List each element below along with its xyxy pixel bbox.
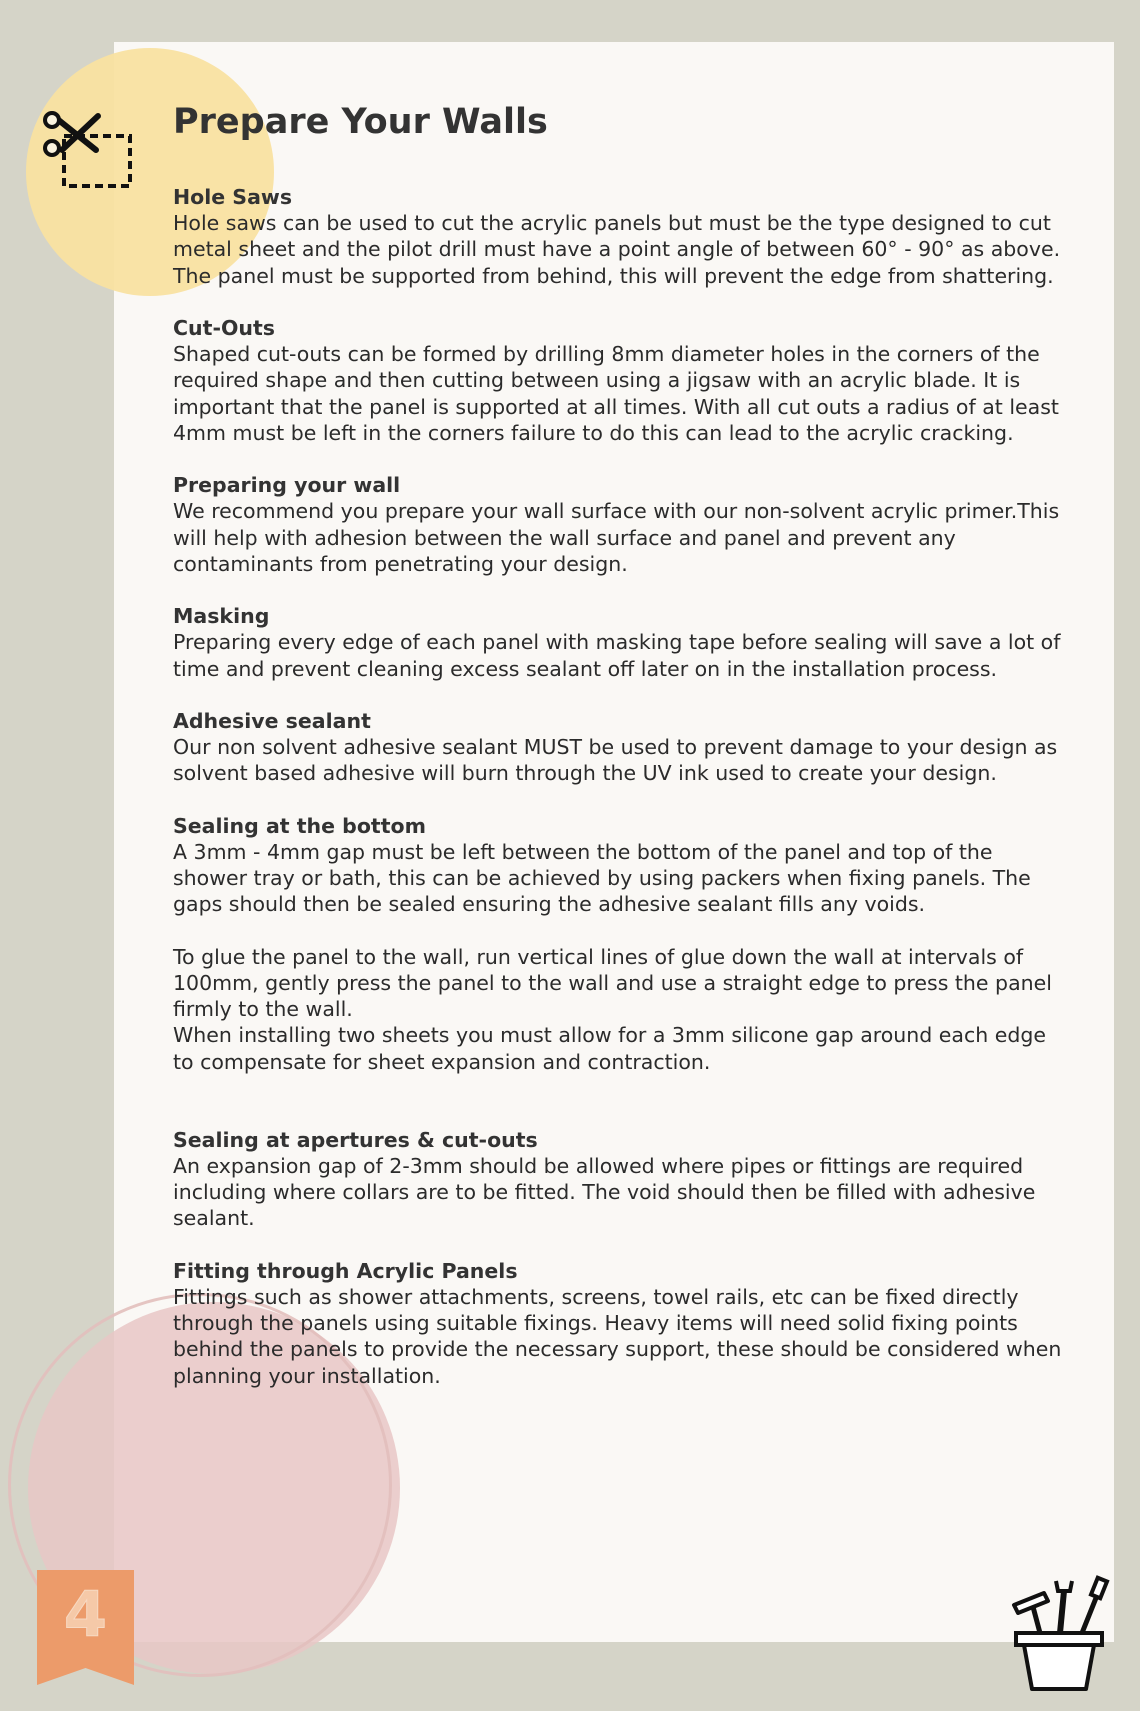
section-paragraph: Fittings such as shower attachments, screens, towel rails, etc can be fixed directly through the panels using suitable fixings. Heavy items will need solid fixing points behind the panels to provide the necessary support, these should be considered when planning your installation. <box>173 1285 1062 1388</box>
section-paragraph: Shaped cut-outs can be formed by drilling 8mm diameter holes in the corners of the required shape and then cutting between using a jigsaw with an acrylic blade. It is important that the panel is supported at all times. With all cut outs a radius of at least 4mm must be left in the corners failure to do this can lead to the acrylic cracking. <box>173 342 1059 445</box>
section-paragraph: The panel must be supported from behind, this will prevent the edge from shattering. <box>173 263 1054 288</box>
section <box>173 472 1073 577</box>
section-heading: Cut-Outs <box>173 316 275 340</box>
section-paragraph: Our non solvent adhesive sealant MUST be used to prevent damage to your design as solvent based adhesive will burn through the UV ink used to create your design. <box>173 735 1058 786</box>
section-paragraph: We recommend you prepare your wall surface with our non-solvent acrylic primer.This will help with adhesion between the wall surface and panel and prevent any contaminants from penetrating your design. <box>173 499 1060 576</box>
section <box>173 1258 1073 1389</box>
section-heading: Hole Saws <box>173 185 293 209</box>
section-paragraph: An expansion gap of 2-3mm should be allowed where pipes or fittings are required including where collars are to be fitted. The void should then be filled with adhesive sealant. <box>173 1154 1036 1231</box>
section <box>173 603 1073 682</box>
section-heading: Adhesive sealant <box>173 709 371 733</box>
scissors-cut-icon <box>40 110 140 190</box>
page-title: Prepare Your Walls <box>173 102 548 142</box>
section-heading: Fitting through Acrylic Panels <box>173 1258 518 1283</box>
section-heading: Sealing at the bottom <box>173 813 426 838</box>
section-heading: Masking <box>173 604 270 629</box>
section <box>173 184 1073 289</box>
page-number: 4 <box>63 1578 108 1651</box>
section <box>173 944 1073 1075</box>
sections-list <box>173 184 1073 1389</box>
section <box>173 813 1073 918</box>
content-area <box>173 100 1073 1389</box>
section-paragraph: A 3mm - 4mm gap must be left between the bottom of the panel and top of the shower tray or bath, this can be achieved by using packers when fixing panels. The gaps should then be sealed ensuring the adhesive sealant fills any voids. <box>173 840 1031 917</box>
section-paragraph: To glue the panel to the wall, run vertical lines of glue down the wall at intervals of 100mm, gently press the panel to the wall and use a straight edge to press the panel firmly to the wall. <box>173 944 1052 1022</box>
section-paragraph: Preparing every edge of each panel with masking tape before sealing will save a lot of time and prevent cleaning excess sealant off later on in the installation process. <box>173 630 1061 681</box>
section-heading: Preparing your wall <box>173 473 401 498</box>
section-paragraph: When installing two sheets you must allow for a 3mm silicone gap around each edge to compensate for sheet expansion and contraction. <box>173 1023 1047 1074</box>
section <box>173 708 1073 787</box>
section <box>173 1127 1073 1232</box>
tools-bucket-icon <box>1002 1575 1120 1693</box>
section <box>173 315 1073 446</box>
section-paragraph: Hole saws can be used to cut the acrylic panels but must be the type designed to cut metal sheet and the pilot drill must have a point angle of between 60° - 90° as above. <box>173 211 1061 262</box>
section-heading: Sealing at apertures & cut-outs <box>173 1127 538 1152</box>
page-number-badge <box>37 1570 134 1685</box>
